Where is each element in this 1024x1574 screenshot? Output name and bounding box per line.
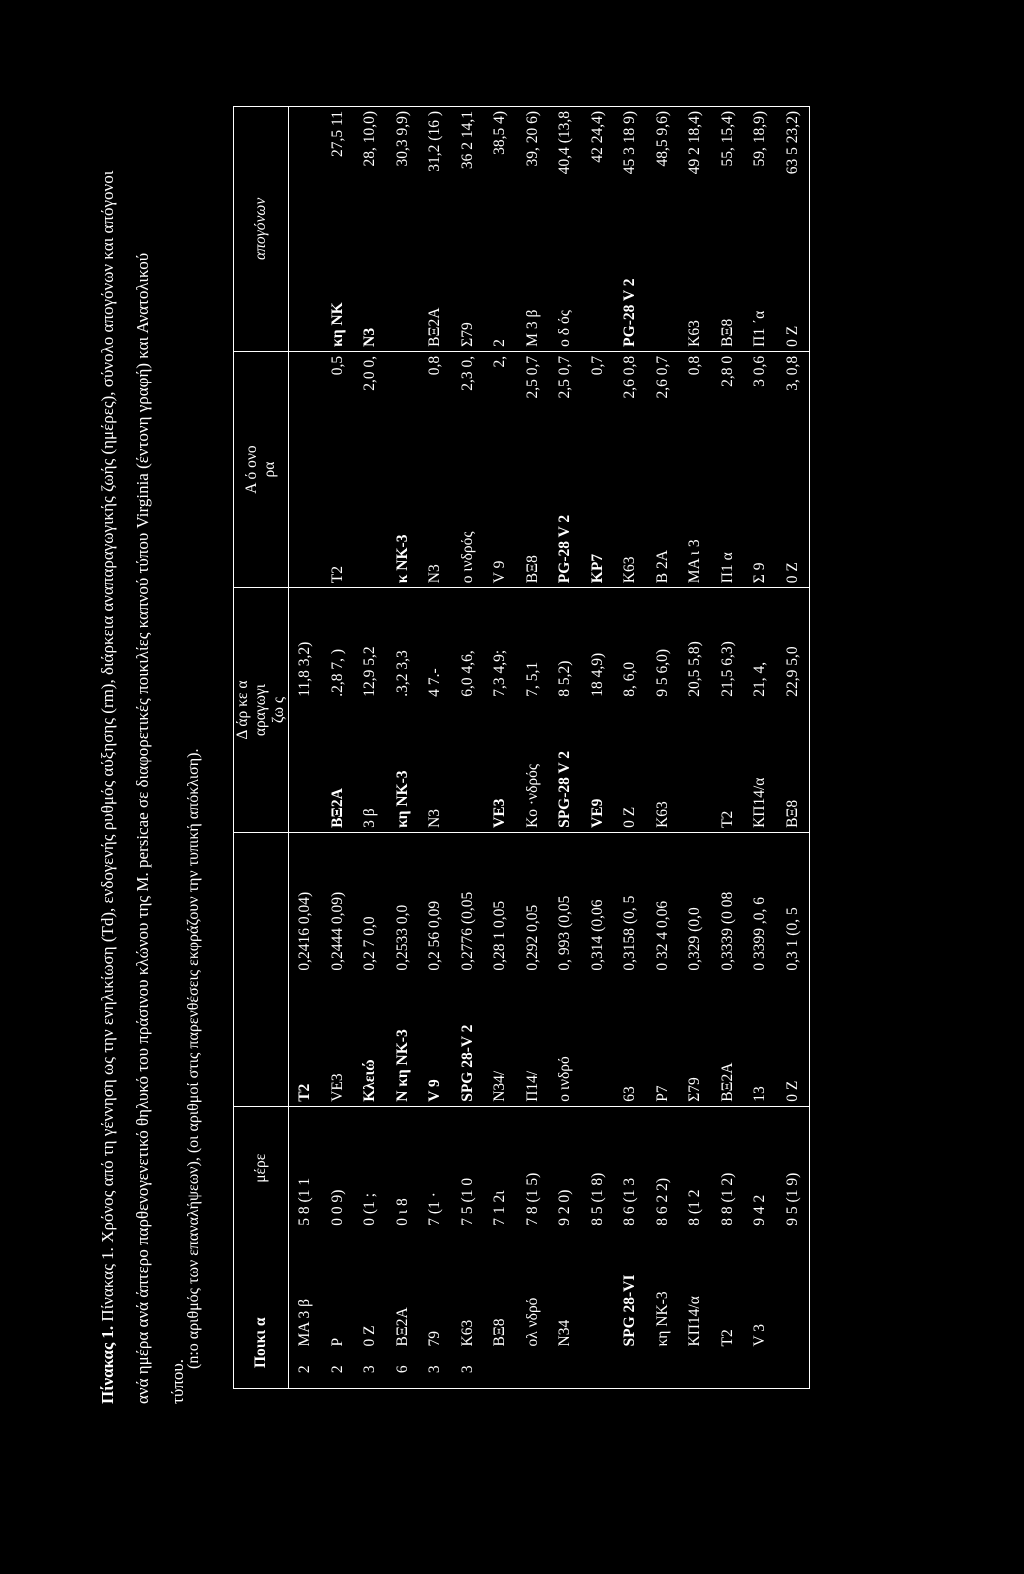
table-cell-v1: 79	[426, 1331, 444, 1347]
table-cell-d3: 9 5 6,0)	[653, 648, 671, 697]
table-cell-v4: KP7	[582, 456, 615, 588]
table-cell-d4: 2,0 0,	[361, 355, 379, 391]
table-cell-v4: PG-28 V 2	[549, 456, 582, 588]
caption-line-2: ανά ημέρα ανά άπτερο παρθενογενετικό θηλυκό του πράσινου κλώνου της M. persicae σε διαφορετικές ποικιλίες καπνού τύπου Virginia (έντονη γραφή) και Ανατολικού	[133, 252, 152, 1404]
table-row	[419, 107, 452, 1389]
table-cell-v5: κη NK	[322, 220, 355, 352]
table-cell-v1: 0 Z	[361, 1325, 379, 1347]
table-cell-v5: Π1 ΄α	[744, 220, 777, 352]
table-cell-d1: 8 (1 2	[686, 1189, 704, 1226]
table-cell-d3: 6,0 4,6,	[458, 650, 476, 697]
table-cell-d4: 2,8 0	[718, 355, 736, 387]
table-cell-n	[549, 1351, 582, 1389]
table-cell-v2: Π14/	[517, 975, 550, 1107]
table-cell-v4	[354, 456, 387, 588]
table-cell-rm: 0,3 1 (0, 5	[783, 907, 801, 971]
table-cell-d1: 8 6 2 2)	[653, 1177, 671, 1226]
table-cell-rm: 0,3158 (0, 5	[621, 895, 639, 971]
table-cell-rm: 0 32 4 0,06	[653, 900, 671, 971]
table-cell-v1: T2	[718, 1329, 736, 1347]
table-cell-v4: Σ 9	[744, 456, 777, 588]
table-cell-v4: B 2A	[647, 456, 680, 588]
header-offspring-l1: Α ό ονο	[243, 445, 260, 494]
table-cell-d3: 4 7.-	[426, 668, 444, 697]
table-cell-v2: Σ79	[679, 975, 712, 1107]
table-cell-v2: Κλειώ	[354, 975, 387, 1107]
table-cell-n: 6	[393, 1365, 411, 1374]
table-cell-d4: 2,3 0,	[458, 355, 476, 391]
table-cell-d5: 63 5 23,2)	[783, 111, 801, 175]
table-cell-rm: 0,292 0,05	[523, 904, 541, 971]
table-row	[452, 107, 485, 1389]
table-cell-d4: 3 0,6	[751, 355, 769, 387]
table-cell-d3: 21,5 6,3)	[718, 641, 736, 697]
table-cell-d1: 8 8 (1 2)	[718, 1172, 736, 1226]
table-cell-d5: 49 2 18,4)	[686, 111, 704, 175]
table-cell-v4: 0 Z	[777, 456, 810, 588]
table-cell-v5: BΞ2A	[419, 220, 452, 352]
table-cell-v5: 2	[484, 220, 517, 352]
caption-line-1: Πίνακας 1. Πίνακας 1. Χρόνος από τη γέννηση ως την ενηλικίωση (Td), ενδογενής ρυθμός αύξησης (rm), διάρκεια αναπαραγωγικής ζωής (ημέρες), σύνολο απογόνων και απόγονοι	[98, 170, 117, 1404]
table-cell-d3: 18 4,9)	[588, 652, 606, 697]
table-cell-d3: 7, 5,1	[523, 661, 541, 697]
table-cell-d4: 2,6 0,8	[621, 355, 639, 399]
table-row	[549, 107, 582, 1389]
table-cell-v4: BΞ8	[517, 456, 550, 588]
table-cell-v1: N34	[556, 1319, 574, 1347]
table-row	[777, 107, 810, 1389]
table-cell-n: 2	[328, 1365, 346, 1374]
table-cell-d5: 28, 10,0)	[361, 111, 379, 167]
table-cell-v5	[582, 220, 615, 352]
table-cell-v4: K63	[614, 456, 647, 588]
table-row	[614, 107, 647, 1389]
table-cell-d5: 38,5 4)	[491, 111, 509, 155]
table-cell-d4: 0,8	[686, 355, 704, 376]
table-cell-v5: PG-28 V 2	[614, 220, 647, 352]
table-row	[679, 107, 712, 1389]
table-cell-d5: 30,3 9,9)	[393, 111, 411, 167]
table-cell-d1: 9 4 2	[751, 1194, 769, 1226]
table-cell-d5: 27,5 11	[328, 111, 346, 157]
header-variety-label: Ποικι α	[252, 1317, 269, 1368]
table-cell-d3: 12,9 5,2	[361, 646, 379, 697]
table-cell-d3: 11,8 3,2)	[296, 641, 314, 697]
table-cell-n	[647, 1351, 680, 1389]
table-cell-v1: BΞ8	[491, 1318, 509, 1347]
table-cell-d1: 7 5 (1 0	[458, 1177, 476, 1226]
table-cell-v4: N3	[419, 456, 452, 588]
table-cell-d1: 7 1 2ι	[491, 1190, 509, 1226]
table-row	[517, 107, 550, 1389]
table-cell-d3: 8 5,2)	[556, 660, 574, 697]
table-cell-v5: K63	[679, 220, 712, 352]
table-cell-v5: 0 Z	[777, 220, 810, 352]
table-cell-v3: K63	[647, 701, 680, 833]
caption-line-3: τύπου.	[168, 1359, 187, 1404]
table-cell-d3: .3,2 3,3	[393, 650, 411, 697]
table-cell-v5	[387, 220, 420, 352]
table-cell-n	[582, 1351, 615, 1389]
table-caption	[90, 44, 195, 1404]
table-cell-v3: Κο ·νδρός	[517, 701, 550, 833]
table-cell-v2: BΞ2A	[712, 975, 745, 1107]
table-cell-n	[517, 1351, 550, 1389]
table-cell-d1: 0 (1 ;	[361, 1192, 379, 1226]
table-cell-d5	[289, 107, 322, 220]
table-cell-d3: 20,5 5,8)	[686, 641, 704, 697]
table-cell-d1: 8 6 (1 3	[621, 1177, 639, 1226]
table-cell-n: 3	[458, 1365, 476, 1374]
table-row	[744, 107, 777, 1389]
table-cell-d4	[289, 351, 322, 456]
table-cell-d1: 9 2 0)	[556, 1189, 574, 1226]
table-cell-n	[744, 1351, 777, 1389]
table-cell-d5: 31,2 (16 )	[426, 111, 444, 172]
table-cell-v3: N3	[419, 701, 452, 833]
table-cell-v3: BΞ2A	[322, 701, 355, 833]
table-cell-rm: 0,2444 0,09)	[328, 891, 346, 971]
table-cell-n	[679, 1351, 712, 1389]
table-cell-v5: BΞ8	[712, 220, 745, 352]
table-cell-n	[484, 1351, 517, 1389]
header-total-label: απογόνων	[252, 197, 269, 261]
table-cell-v1: MA 3 β	[296, 1298, 314, 1347]
table-cell-d5: 45 3 18 9)	[621, 111, 639, 175]
table-header	[234, 107, 289, 1389]
table-cell-v2: P7	[647, 975, 680, 1107]
table-cell-d4: 3, 0,8	[783, 355, 801, 391]
table-row	[289, 107, 322, 1389]
table-cell-v3	[452, 701, 485, 833]
table-cell-v2: 63	[614, 975, 647, 1107]
table-cell-v3	[289, 701, 322, 833]
table-cell-v3: 3 β	[354, 701, 387, 833]
table-cell-d5: 39, 20 6)	[523, 111, 541, 167]
table-cell-rm: 0,3339 (0 08	[718, 891, 736, 971]
table-cell-d5: 36 2 14,1	[458, 111, 476, 170]
table-cell-v3: VE3	[484, 701, 517, 833]
table-cell-v1: SPG 28-VI	[621, 1274, 639, 1347]
table-cell-rm: 0,329 (0,0	[686, 907, 704, 971]
header-variety	[234, 1230, 289, 1389]
table-cell-d1: 0 ι 8	[393, 1198, 411, 1226]
table-cell-v2: T2	[289, 975, 322, 1107]
table-cell-v5: Σ79	[452, 220, 485, 352]
header-td	[234, 1106, 289, 1229]
table-cell-v2: V 9	[419, 975, 452, 1107]
table-cell-v2: N κη NK-3	[387, 975, 420, 1107]
table-row	[647, 107, 680, 1389]
table-cell-v3: VE9	[582, 701, 615, 833]
table-cell-v1: κη NK-3	[653, 1291, 671, 1347]
table-row	[354, 107, 387, 1389]
table-cell-v1: P	[328, 1337, 346, 1347]
table-cell-v1: ολ νδρό	[523, 1297, 541, 1347]
table-cell-n: 3	[426, 1365, 444, 1374]
header-offspring-day	[234, 351, 289, 587]
table-row	[712, 107, 745, 1389]
table-row	[322, 107, 355, 1389]
table-cell-d1: 8 5 (1 8)	[588, 1172, 606, 1226]
table-cell-v2: SPG 28-V 2	[452, 975, 485, 1107]
table-cell-v1: KΠ14/α	[686, 1296, 704, 1347]
table-cell-v3: BΞ8	[777, 701, 810, 833]
table-cell-v2	[582, 975, 615, 1107]
table-cell-d1: 9 5 (1 9)	[783, 1172, 801, 1226]
table-cell-v5: ο δ ός	[549, 220, 582, 352]
table-row	[582, 107, 615, 1389]
table-note: (n:o αριθμός των επαναλήψεων), (οι αριθμοί στις παρενθέσεις εκφράζουν την τυπική απόκλιση).	[185, 748, 202, 1369]
table-cell-v1	[777, 1230, 810, 1351]
table-cell-v2: ο ινδρό	[549, 975, 582, 1107]
table-row	[484, 107, 517, 1389]
table-cell-v5: M 3 β	[517, 220, 550, 352]
table-cell-rm: 0,2533 0,0	[393, 904, 411, 971]
table-cell-d4: 2,	[491, 355, 509, 368]
table-cell-rm: 0 3399 ,0, 6	[751, 896, 769, 971]
table-cell-v5	[647, 220, 680, 352]
table-cell-n: 3	[361, 1365, 379, 1374]
table-cell-d3: .2,8 7, )	[328, 648, 346, 697]
table-cell-v1: V 3	[751, 1323, 769, 1347]
table-row	[387, 107, 420, 1389]
table-cell-n	[777, 1351, 810, 1389]
table-body	[289, 107, 810, 1389]
table-cell-d5: 48,5 9,6)	[653, 111, 671, 167]
table-cell-d1: 0 0 9)	[328, 1189, 346, 1226]
table-cell-d3: 7,3 4,9;	[491, 649, 509, 697]
table-cell-d5: 55, 15,4)	[718, 111, 736, 167]
table-cell-d4: 2,5 0,7	[556, 355, 574, 399]
table-cell-rm: 0,28 1 0,05	[491, 900, 509, 971]
table-cell-d4	[387, 351, 420, 456]
table-cell-d5: 40,4 (13,8	[556, 111, 574, 175]
table-cell-d4: 0,5	[328, 355, 346, 376]
table-cell-v2: 0 Z	[777, 975, 810, 1107]
table-cell-n: 2	[296, 1365, 314, 1374]
header-duration	[234, 588, 289, 833]
table-cell-rm: 0,2 56 0,09	[426, 900, 444, 971]
table-cell-v3: κη NK-3	[387, 701, 420, 833]
table-cell-d3: 22,9 5,0	[783, 646, 801, 697]
table-cell-v4: MA ι 3	[679, 456, 712, 588]
table-cell-v4: V 9	[484, 456, 517, 588]
table-cell-d4: 0,8	[426, 355, 444, 376]
table-cell-v2: 13	[744, 975, 777, 1107]
table-cell-v5: N3	[354, 220, 387, 352]
header-offspring-l2: ρα	[261, 461, 278, 478]
header-duration-l2: αραγωγι	[252, 684, 269, 737]
table-cell-d4: 2,5 0,7	[523, 355, 541, 399]
table-cell-v4	[289, 456, 322, 588]
table-cell-d5: 42 24,4)	[588, 111, 606, 163]
table-cell-rm: 0, 993 (0,05	[556, 895, 574, 971]
table-cell-v3: SPG-28 V 2	[549, 701, 582, 833]
table-cell-v2: N34/	[484, 975, 517, 1107]
header-duration-l1: Δ άρ κε α	[234, 680, 251, 740]
table-cell-d5: 59, 18,9)	[751, 111, 769, 167]
header-total-offspring	[234, 107, 289, 352]
table-cell-v4: ο ινδρός	[452, 456, 485, 588]
table-cell-v3: KΠ14/α	[744, 701, 777, 833]
table-cell-rm: 0,2 7 0,0	[361, 916, 379, 971]
table-cell-d3: 8, 6,0	[621, 661, 639, 697]
table-cell-v1: K63	[458, 1319, 476, 1347]
table-cell-v3	[679, 701, 712, 833]
table-cell-d1: 7 (1 ·	[426, 1192, 444, 1226]
header-duration-l3: ζω ς	[270, 697, 287, 724]
table-cell-n	[614, 1351, 647, 1389]
table-cell-v1: BΞ2A	[393, 1307, 411, 1347]
table-cell-v5	[289, 220, 322, 352]
table-cell-v2: VE3	[322, 975, 355, 1107]
table-cell-v4: T2	[322, 456, 355, 588]
table-cell-d4: 0,7	[588, 355, 606, 376]
header-rm	[234, 832, 289, 1106]
table-cell-d1: 5 8 (1 1	[296, 1177, 314, 1226]
data-table	[233, 106, 810, 1389]
table-cell-v4: Π1 α	[712, 456, 745, 588]
table-cell-d4: 2,6 0,7	[653, 355, 671, 399]
table-cell-rm: 0,2416 0,04)	[296, 891, 314, 971]
table-cell-v4: κ NK-3	[387, 456, 420, 588]
table-cell-d1: 7 8 (1 5)	[523, 1172, 541, 1226]
table-cell-d3: 21, 4,	[751, 661, 769, 697]
table-cell-v3: T2	[712, 701, 745, 833]
table-cell-n	[712, 1351, 745, 1389]
table-cell-rm: 0,314 (0,06	[588, 899, 606, 971]
caption-text-1: Πίνακας 1. Χρόνος από τη γέννηση ως την ενηλικίωση (Td), ενδογενής ρυθμός αύξησης (rm), διάρκεια αναπαραγωγικής ζωής (ημέρες), σύνολο απογόνων και απόγονοι	[98, 170, 117, 1322]
header-td-label: μέρε	[252, 1153, 269, 1183]
table-cell-v1	[582, 1230, 615, 1351]
table-cell-rm: 0,2776 (0,05	[458, 891, 476, 971]
table-cell-v3: 0 Z	[614, 701, 647, 833]
